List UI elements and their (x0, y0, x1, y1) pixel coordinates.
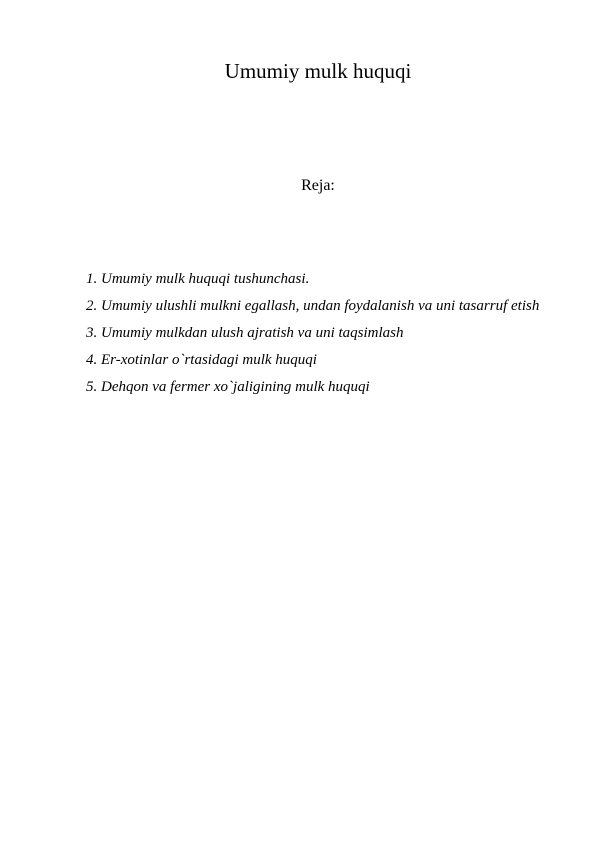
document-title: Umumiy mulk huquqi (224, 59, 412, 83)
plan-item: 3. Umumiy mulkdan ulush ajratish va uni taqsimlash (86, 325, 404, 341)
plan-item: 1. Umumiy mulk huquqi tushunchasi. (86, 271, 310, 287)
plan-item: 4. Er-xotinlar o`rtasidagi mulk huquqi (86, 352, 317, 368)
plan-heading: Reja: (301, 177, 335, 194)
plan-item: 5. Dehqon va fermer xo`jaligining mulk huquqi (86, 379, 370, 395)
plan-list (86, 266, 546, 401)
plan-item: 2. Umumiy ulushli mulkni egallash, undan foydalanish va uni tasarruf etish (86, 298, 540, 314)
